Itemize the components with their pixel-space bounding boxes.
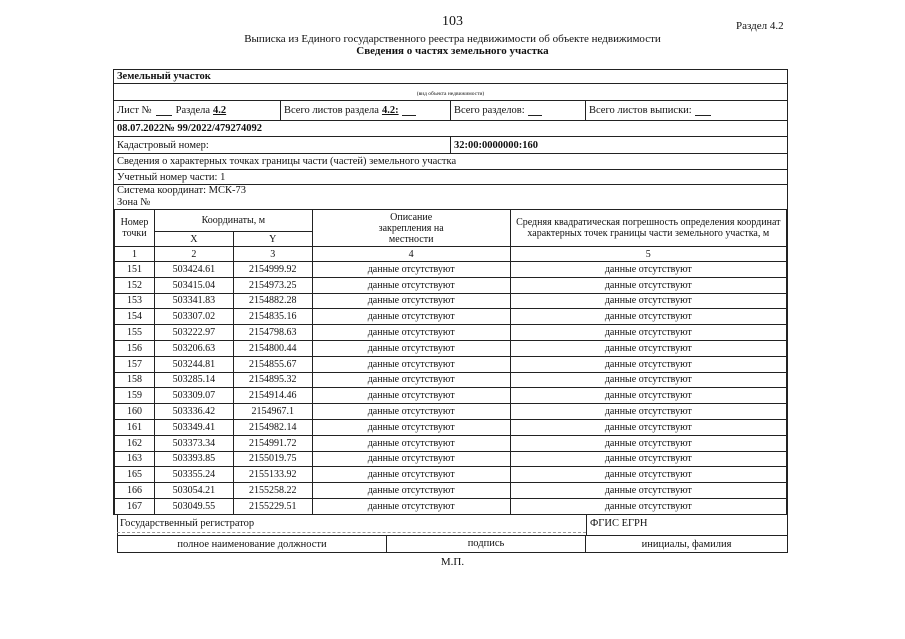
col-desc-header: Описание закрепления на местности bbox=[312, 210, 510, 247]
table-row bbox=[115, 498, 787, 514]
coord-y: 2154855.67 bbox=[233, 356, 312, 372]
accuracy-cell: данные отсутствуют bbox=[510, 404, 786, 420]
col-accuracy-header: Средняя квадратическая погрешность определения координат характерных точек границы части земельного участка, м bbox=[510, 210, 786, 247]
sheet-label: Лист № bbox=[117, 105, 152, 116]
desc-cell: данные отсутствуют bbox=[312, 325, 510, 341]
total-sheets-section-label: Всего листов раздела bbox=[284, 105, 379, 116]
registrar-label: Государственный регистратор bbox=[117, 515, 386, 535]
sheet-number-blank bbox=[156, 106, 172, 116]
coord-x: 503415.04 bbox=[154, 277, 233, 293]
desc-cell: данные отсутствуют bbox=[312, 451, 510, 467]
table-row bbox=[115, 356, 787, 372]
desc-cell: данные отсутствуют bbox=[312, 404, 510, 420]
desc-cell: данные отсутствуют bbox=[312, 498, 510, 514]
boundary-title-row bbox=[114, 154, 787, 170]
accuracy-cell: данные отсутствуют bbox=[510, 388, 786, 404]
desc-cell: данные отсутствуют bbox=[312, 435, 510, 451]
col-x-header: X bbox=[154, 232, 233, 247]
accuracy-cell: данные отсутствуют bbox=[510, 356, 786, 372]
point-number: 156 bbox=[115, 340, 155, 356]
table-row bbox=[115, 467, 787, 483]
desc-cell: данные отсутствуют bbox=[312, 293, 510, 309]
object-type-row bbox=[114, 70, 787, 84]
table-row bbox=[115, 388, 787, 404]
coord-y: 2154991.72 bbox=[233, 435, 312, 451]
point-number: 166 bbox=[115, 483, 155, 499]
coord-x: 503285.14 bbox=[154, 372, 233, 388]
section-tag: Раздел 4.2 bbox=[736, 20, 784, 32]
position-caption: полное наименование должности bbox=[117, 535, 386, 553]
desc-cell: данные отсутствуют bbox=[312, 309, 510, 325]
coord-x: 503373.34 bbox=[154, 435, 233, 451]
sheet-cell bbox=[114, 101, 281, 120]
point-number: 160 bbox=[115, 404, 155, 420]
total-sections-blank bbox=[528, 106, 542, 116]
coord-x: 503244.81 bbox=[154, 356, 233, 372]
coord-x: 503307.02 bbox=[154, 309, 233, 325]
coord-x: 503054.21 bbox=[154, 483, 233, 499]
desc-cell: данные отсутствуют bbox=[312, 467, 510, 483]
coord-y: 2154967.1 bbox=[233, 404, 312, 420]
table-row bbox=[115, 340, 787, 356]
part-number: Учетный номер части: 1 bbox=[117, 171, 226, 183]
coord-y: 2155019.75 bbox=[233, 451, 312, 467]
accuracy-cell: данные отсутствуют bbox=[510, 467, 786, 483]
coord-x: 503355.24 bbox=[154, 467, 233, 483]
total-sheets-cell bbox=[586, 101, 787, 120]
sheet-info-row bbox=[114, 101, 787, 121]
signature-block bbox=[117, 515, 788, 553]
section-label: Раздела bbox=[175, 105, 211, 116]
table-row bbox=[115, 262, 787, 278]
coord-y: 2154982.14 bbox=[233, 419, 312, 435]
accuracy-cell: данные отсутствуют bbox=[510, 262, 786, 278]
coord-y: 2155229.51 bbox=[233, 498, 312, 514]
coord-y: 2154882.28 bbox=[233, 293, 312, 309]
point-number: 159 bbox=[115, 388, 155, 404]
total-sheets-section-cell bbox=[281, 101, 451, 120]
table-row bbox=[115, 372, 787, 388]
coord-y: 2154973.25 bbox=[233, 277, 312, 293]
accuracy-cell: данные отсутствуют bbox=[510, 435, 786, 451]
coord-x: 503049.55 bbox=[154, 498, 233, 514]
cadastral-row bbox=[114, 137, 787, 154]
date-number: 08.07.2022№ 99/2022/479274092 bbox=[117, 123, 263, 134]
coord-x: 503309.07 bbox=[154, 388, 233, 404]
coord-y: 2154800.44 bbox=[233, 340, 312, 356]
desc-cell: данные отсутствуют bbox=[312, 388, 510, 404]
point-number: 167 bbox=[115, 498, 155, 514]
coordinates-body bbox=[115, 262, 787, 515]
total-sheets-label: Всего листов выписки: bbox=[589, 105, 692, 116]
coord-y: 2154999.92 bbox=[233, 262, 312, 278]
desc-cell: данные отсутствуют bbox=[312, 277, 510, 293]
cadastral-label: Кадастровый номер: bbox=[114, 137, 451, 153]
boundary-title: Сведения о характерных точках границы части (частей) земельного участка bbox=[117, 156, 457, 167]
table-row bbox=[115, 404, 787, 420]
table-row bbox=[115, 277, 787, 293]
accuracy-cell: данные отсутствуют bbox=[510, 498, 786, 514]
coord-x: 503424.61 bbox=[154, 262, 233, 278]
part-number-row bbox=[114, 170, 787, 185]
accuracy-cell: данные отсутствуют bbox=[510, 451, 786, 467]
point-number: 158 bbox=[115, 372, 155, 388]
table-row bbox=[115, 309, 787, 325]
accuracy-cell: данные отсутствуют bbox=[510, 309, 786, 325]
zone-label: Зона № bbox=[117, 197, 151, 208]
coord-y: 2154798.63 bbox=[233, 325, 312, 341]
col-num-5: 5 bbox=[510, 247, 786, 262]
col-y-header: Y bbox=[233, 232, 312, 247]
desc-cell: данные отсутствуют bbox=[312, 372, 510, 388]
table-row bbox=[115, 483, 787, 499]
document-subtitle: Сведения о частях земельного участка bbox=[356, 45, 549, 57]
coord-y: 2154835.16 bbox=[233, 309, 312, 325]
accuracy-cell: данные отсутствуют bbox=[510, 325, 786, 341]
coord-system-row bbox=[114, 185, 787, 209]
object-type: Земельный участок bbox=[117, 71, 211, 82]
coord-y: 2154914.46 bbox=[233, 388, 312, 404]
table-row bbox=[115, 451, 787, 467]
desc-cell: данные отсутствуют bbox=[312, 262, 510, 278]
point-number: 152 bbox=[115, 277, 155, 293]
col-point-header: Номер точки bbox=[115, 210, 155, 247]
col-coords-header: Координаты, м bbox=[154, 210, 312, 232]
point-number: 155 bbox=[115, 325, 155, 341]
table-row bbox=[115, 419, 787, 435]
point-number: 162 bbox=[115, 435, 155, 451]
table-row bbox=[115, 435, 787, 451]
point-number: 161 bbox=[115, 419, 155, 435]
object-caption-row bbox=[114, 84, 787, 101]
section-value: 4.2 bbox=[213, 105, 227, 116]
stamp-place: М.П. bbox=[440, 556, 465, 568]
table-row bbox=[115, 325, 787, 341]
extract-form bbox=[113, 69, 788, 515]
accuracy-cell: данные отсутствуют bbox=[510, 293, 786, 309]
registrar-line bbox=[117, 532, 586, 533]
coord-y: 2155258.22 bbox=[233, 483, 312, 499]
cadastral-value: 32:00:0000000:160 bbox=[454, 139, 538, 151]
coord-x: 503222.97 bbox=[154, 325, 233, 341]
point-number: 163 bbox=[115, 451, 155, 467]
point-number: 165 bbox=[115, 467, 155, 483]
coord-x: 503393.85 bbox=[154, 451, 233, 467]
total-sections-label: Всего разделов: bbox=[454, 105, 525, 116]
sign-caption: подпись bbox=[386, 535, 586, 553]
coord-x: 503336.42 bbox=[154, 404, 233, 420]
col-num-1: 1 bbox=[115, 247, 155, 262]
date-number-row bbox=[114, 121, 787, 137]
org-name: ФГИС ЕГРН bbox=[586, 515, 788, 535]
point-number: 157 bbox=[115, 356, 155, 372]
table-row bbox=[115, 293, 787, 309]
col-num-4: 4 bbox=[312, 247, 510, 262]
point-number: 154 bbox=[115, 309, 155, 325]
coord-x: 503349.41 bbox=[154, 419, 233, 435]
coord-system: Система координат: МСК-73 bbox=[117, 185, 247, 196]
coord-y: 2155133.92 bbox=[233, 467, 312, 483]
accuracy-cell: данные отсутствуют bbox=[510, 340, 786, 356]
total-sheets-blank bbox=[695, 106, 711, 116]
desc-cell: данные отсутствуют bbox=[312, 419, 510, 435]
coord-y: 2154895.32 bbox=[233, 372, 312, 388]
total-sections-cell bbox=[451, 101, 586, 120]
total-sheets-section-blank bbox=[402, 106, 416, 116]
accuracy-cell: данные отсутствуют bbox=[510, 372, 786, 388]
col-num-2: 2 bbox=[154, 247, 233, 262]
name-caption: инициалы, фамилия bbox=[586, 535, 788, 553]
desc-cell: данные отсутствуют bbox=[312, 483, 510, 499]
coordinates-table bbox=[114, 209, 787, 515]
coord-x: 503341.83 bbox=[154, 293, 233, 309]
accuracy-cell: данные отсутствуют bbox=[510, 277, 786, 293]
col-num-3: 3 bbox=[233, 247, 312, 262]
accuracy-cell: данные отсутствуют bbox=[510, 419, 786, 435]
object-type-caption: (вид объекта недвижимости) bbox=[416, 91, 485, 97]
document-title: Выписка из Единого государственного реестра недвижимости об объекте недвижимости bbox=[244, 33, 661, 45]
coord-x: 503206.63 bbox=[154, 340, 233, 356]
total-sheets-section-value: 4.2: bbox=[381, 105, 399, 116]
desc-cell: данные отсутствуют bbox=[312, 340, 510, 356]
page-number: 103 bbox=[442, 14, 463, 29]
accuracy-cell: данные отсутствуют bbox=[510, 483, 786, 499]
point-number: 151 bbox=[115, 262, 155, 278]
point-number: 153 bbox=[115, 293, 155, 309]
desc-cell: данные отсутствуют bbox=[312, 356, 510, 372]
